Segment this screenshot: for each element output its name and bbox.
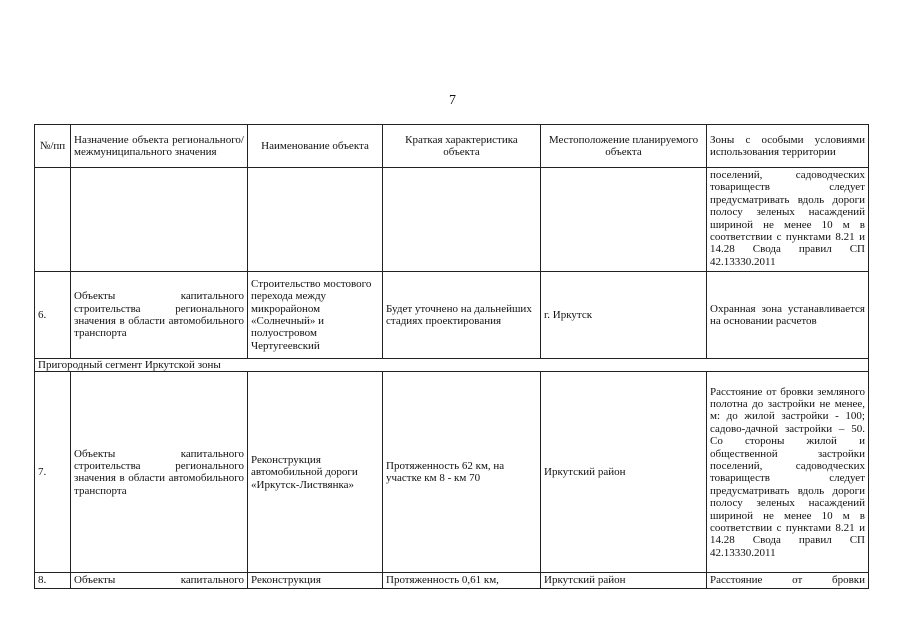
row6-zones: Охранная зона устанавливается на основании расчетов (707, 272, 869, 359)
row8-characteristics: Протяженность 0,61 км, (383, 573, 541, 588)
row7-purpose: Объекты капитального строительства регионального значения в области автомобильного транспорта (71, 372, 248, 573)
row7-location: Иркутский район (541, 372, 707, 573)
row8-purpose: Объекты капитального (74, 574, 244, 587)
segment-row (35, 359, 869, 372)
row8-location: Иркутский район (541, 573, 707, 588)
segment-title: Пригородный сегмент Иркутской зоны (35, 359, 869, 372)
row7-name: Реконструкция автомобильной дороги «Иркутск-Листвянка» (248, 372, 383, 573)
table-row-6 (35, 272, 869, 359)
table-header-row (35, 125, 869, 168)
planning-objects-table (34, 124, 869, 589)
header-purpose: Назначение объекта регионального/ межмуниципального значения (71, 125, 248, 168)
row7-num: 7. (35, 372, 71, 573)
header-name: Наименование объекта (248, 125, 383, 168)
table-row-8 (35, 573, 869, 588)
row6-purpose: Объекты капитального строительства регионального значения в области автомобильного транспорта (71, 272, 248, 359)
continuation-zones: поселений, садоводческих товариществ следует предусматривать вдоль дороги полосу зеленых насаждений шириной не менее 10 м в соответствии с пунктами 8.21 и 14.28 Свода правил СП 42.13330.2011 (707, 168, 869, 272)
row8-num: 8. (35, 573, 71, 588)
row6-characteristics: Будет уточнено на дальнейших стадиях проектирования (383, 272, 541, 359)
row6-num: 6. (35, 272, 71, 359)
header-zones: Зоны с особыми условиями использования территории (707, 125, 869, 168)
header-location: Местоположение планируемого объекта (541, 125, 707, 168)
row6-location: г. Иркутск (541, 272, 707, 359)
row8-name: Реконструкция (248, 573, 383, 588)
header-characteristics: Краткая характеристика объекта (383, 125, 541, 168)
page-number: 7 (449, 93, 456, 108)
header-num: №/пп (35, 125, 71, 168)
table-row-7 (35, 372, 869, 573)
table-row-continuation (35, 168, 869, 272)
row8-zones: Расстояние от бровки (710, 574, 865, 587)
row7-characteristics: Протяженность 62 км, на участке км 8 - км 70 (383, 372, 541, 573)
row6-name: Строительство мостового перехода между микрорайоном «Солнечный» и полуостровом Чертугеевский (248, 272, 383, 359)
row7-zones: Расстояние от бровки земляного полотна до застройки не менее, м: до жилой застройки - 100; садово-дачной застройки – 50. Со стороны жилой и общественной застройки поселений, садоводческих товариществ следует предусматривать вдоль дороги полосу зеленых насаждений шириной не менее 10 м в соответствии с пунктами 8.21 и 14.28 Свода правил СП 42.13330.2011 (707, 372, 869, 573)
